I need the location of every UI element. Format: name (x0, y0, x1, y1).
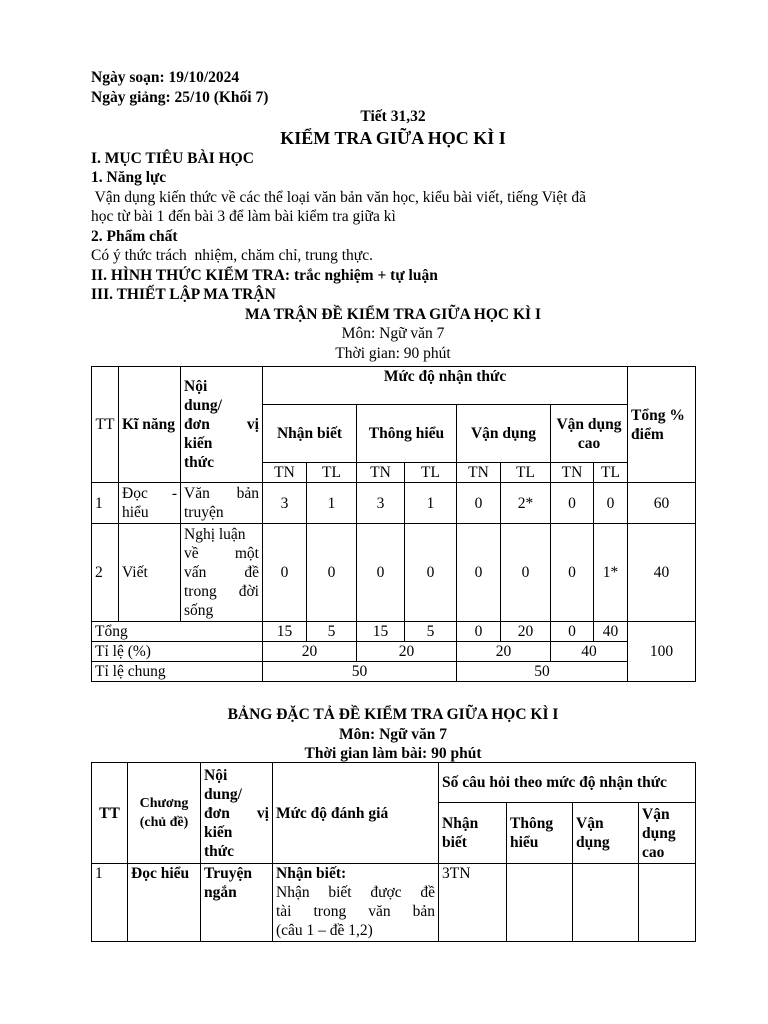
matrix-cell-value: 2* (501, 483, 551, 524)
matrix-time: Thời gian: 90 phút (335, 344, 451, 362)
lesson-number: Tiết 31,32 (360, 108, 426, 125)
matrix-cell-tong: 60 (628, 483, 696, 524)
matrix-cell-noi-dung-2: về một (184, 545, 259, 562)
matrix-title: MA TRẬN ĐỀ KIỂM TRA GIỮA HỌC KÌ I (245, 305, 541, 323)
section1-heading: I. MỤC TIÊU BÀI HỌC (91, 149, 254, 167)
matrix-cell-noi-dung-3: vấn đề (184, 564, 259, 581)
spec-cell-van-dung (573, 864, 639, 942)
spec-h-muc-do: Mức độ đánh giá (273, 763, 439, 864)
matrix-h-sub: TN (551, 463, 594, 483)
spec-cell-van-dung-cao (639, 864, 696, 942)
matrix-cell-value: 3 (263, 483, 307, 524)
matrix-cell-noi-dung (181, 483, 263, 524)
spec-subject: Môn: Ngữ văn 7 (339, 725, 447, 743)
matrix-cell-tt: 1 (92, 483, 119, 524)
matrix-cell-value: 1 (307, 483, 357, 524)
matrix-h-level-1: Nhận biết (263, 405, 357, 463)
matrix-total-label: Tổng (92, 622, 263, 642)
matrix-cell-value: 1* (594, 524, 628, 622)
spec-h-noi-dung (201, 763, 273, 864)
matrix-h-noi-dung-3: đơn vị (184, 416, 259, 433)
page-title: KIỂM TRA GIỮA HỌC KÌ I (280, 127, 506, 148)
matrix-total-value: 0 (551, 622, 594, 642)
matrix-grand-total: 100 (628, 622, 696, 682)
matrix-ratio-value: 20 (263, 642, 357, 662)
spec-h-level-2: Thông hiểu (507, 803, 573, 864)
matrix-h-level-2: Thông hiểu (357, 405, 457, 463)
matrix-subject: Môn: Ngữ văn 7 (341, 325, 445, 342)
matrix-cell-value: 0 (357, 524, 405, 622)
matrix-h-sub: TL (501, 463, 551, 483)
section1-sub2-text: Có ý thức trách nhiệm, chăm chỉ, trung thực. (91, 247, 373, 264)
header-block (91, 68, 695, 363)
spec-h-noi-dung-2: dung/ (204, 785, 242, 803)
matrix-h-noi-dung (181, 367, 263, 483)
matrix-general-ratio-value: 50 (263, 662, 457, 682)
section1-sub1-text-1: Vận dụng kiến thức về các thể loại văn bản văn học, kiểu bài viết, tiếng Việt đã (91, 188, 586, 206)
spec-h-level-4: Vận dụng cao (639, 803, 696, 864)
matrix-header-row-1 (92, 367, 696, 405)
matrix-cell-value: 0 (551, 483, 594, 524)
matrix-h-sub: TN (457, 463, 501, 483)
matrix-h-sub: TN (263, 463, 307, 483)
matrix-cell-tong: 40 (628, 524, 696, 622)
spec-h-tt: TT (92, 763, 128, 864)
section3-heading: III. THIẾT LẬP MA TRẬN (91, 286, 276, 303)
spec-h-noi-dung-3: đơn vị (204, 804, 269, 822)
matrix-h-noi-dung-2: dung/ (184, 397, 222, 414)
matrix-cell-noi-dung-5: sống (184, 602, 214, 619)
spec-header-row-1 (92, 763, 696, 803)
table-row (92, 524, 696, 622)
matrix-cell-value: 0 (405, 524, 457, 622)
matrix-cell-ki-nang (119, 483, 181, 524)
spec-h-level-1: Nhận biết (439, 803, 507, 864)
matrix-table (91, 366, 696, 682)
matrix-total-value: 40 (594, 622, 628, 642)
matrix-ratio-row (92, 642, 696, 662)
matrix-total-value: 5 (307, 622, 357, 642)
matrix-cell-noi-dung-2: truyện (184, 504, 224, 521)
spec-cell-nhan-biet: 3TN (439, 864, 507, 942)
table-row (92, 483, 696, 524)
matrix-h-level-4: Vận dụng cao (551, 405, 628, 463)
matrix-cell-ki-nang-1: Đọc - (122, 485, 177, 502)
matrix-h-tt: TT (92, 367, 119, 483)
matrix-h-noi-dung-1: Nội (184, 378, 208, 395)
matrix-h-tong: Tổng % điểm (628, 367, 696, 483)
matrix-total-value: 15 (357, 622, 405, 642)
matrix-cell-noi-dung-1: Nghị luận (184, 526, 246, 543)
matrix-cell-ki-nang-2: hiểu (122, 504, 149, 521)
matrix-total-row (92, 622, 696, 642)
matrix-h-level-3: Vận dụng (457, 405, 551, 463)
matrix-ratio-value: 40 (551, 642, 628, 662)
teach-date: Ngày giảng: 25/10 (Khối 7) (91, 88, 269, 106)
matrix-cell-value: 1 (405, 483, 457, 524)
matrix-general-ratio-value: 50 (457, 662, 628, 682)
matrix-cell-ki-nang: Viết (119, 524, 181, 622)
matrix-cell-value: 0 (457, 524, 501, 622)
matrix-h-ki-nang: Kĩ năng (119, 367, 181, 483)
matrix-cell-noi-dung-4: trong đời (184, 583, 259, 600)
spec-h-noi-dung-1: Nội (204, 766, 228, 784)
matrix-total-value: 5 (405, 622, 457, 642)
spec-cell-muc-do-line: Nhận biết được đề (276, 884, 435, 901)
matrix-ratio-label: Tỉ lệ (%) (92, 642, 263, 662)
matrix-h-noi-dung-5: thức (184, 454, 214, 471)
matrix-total-value: 20 (501, 622, 551, 642)
spec-cell-muc-do (273, 864, 439, 942)
matrix-h-noi-dung-4: kiến (184, 435, 213, 452)
table-row (92, 864, 696, 942)
matrix-ratio-value: 20 (357, 642, 457, 662)
matrix-cell-value: 0 (594, 483, 628, 524)
matrix-cell-value: 0 (457, 483, 501, 524)
matrix-general-ratio-row (92, 662, 696, 682)
matrix-cell-value: 3 (357, 483, 405, 524)
matrix-h-sub: TL (405, 463, 457, 483)
spec-cell-muc-do-line: tài trong văn bản (276, 903, 435, 920)
matrix-cell-value: 0 (263, 524, 307, 622)
section1-sub1-text-2: học từ bài 1 đến bài 3 để làm bài kiểm tra giữa kì (91, 208, 396, 225)
matrix-general-ratio-label: Tỉ lệ chung (92, 662, 263, 682)
spec-time: Thời gian làm bài: 90 phút (304, 745, 482, 762)
prep-date: Ngày soạn: 19/10/2024 (91, 69, 240, 86)
matrix-cell-noi-dung-1: Văn bản (184, 485, 259, 502)
spec-cell-tt: 1 (92, 864, 128, 942)
matrix-h-sub: TL (307, 463, 357, 483)
matrix-total-value: 15 (263, 622, 307, 642)
spec-cell-muc-do-line: (câu 1 – đề 1,2) (276, 922, 373, 939)
section1-sub2: 2. Phẩm chất (91, 227, 178, 245)
matrix-cell-value: 0 (551, 524, 594, 622)
matrix-total-value: 0 (457, 622, 501, 642)
spec-cell-thong-hieu (507, 864, 573, 942)
section1-sub1: 1. Năng lực (91, 169, 167, 186)
spec-h-level-3: Vận dụng (573, 803, 639, 864)
spec-title: BẢNG ĐẶC TẢ ĐỀ KIỂM TRA GIỮA HỌC KÌ I (227, 706, 559, 723)
spec-header-block (91, 705, 695, 764)
spec-cell-noi-dung: Truyện ngắn (201, 864, 273, 942)
matrix-h-sub: TL (594, 463, 628, 483)
spec-h-so-cau: Số câu hỏi theo mức độ nhận thức (439, 763, 696, 803)
spec-table (91, 762, 696, 942)
matrix-cell-tt: 2 (92, 524, 119, 622)
matrix-ratio-value: 20 (457, 642, 551, 662)
matrix-cell-value: 0 (307, 524, 357, 622)
matrix-cell-noi-dung (181, 524, 263, 622)
matrix-cell-value: 0 (501, 524, 551, 622)
spec-cell-chuong: Đọc hiểu (128, 864, 201, 942)
spec-cell-muc-do-label: Nhận biết: (276, 865, 347, 882)
matrix-h-sub: TN (357, 463, 405, 483)
section2-heading: II. HÌNH THỨC KIỂM TRA: trắc nghiệm + tự luận (91, 266, 438, 284)
spec-h-noi-dung-5: thức (204, 842, 234, 860)
spec-h-chuong: Chương (chủ đề) (128, 763, 201, 864)
matrix-h-muc-do: Mức độ nhận thức (263, 367, 628, 405)
spec-h-noi-dung-4: kiến (204, 823, 233, 841)
